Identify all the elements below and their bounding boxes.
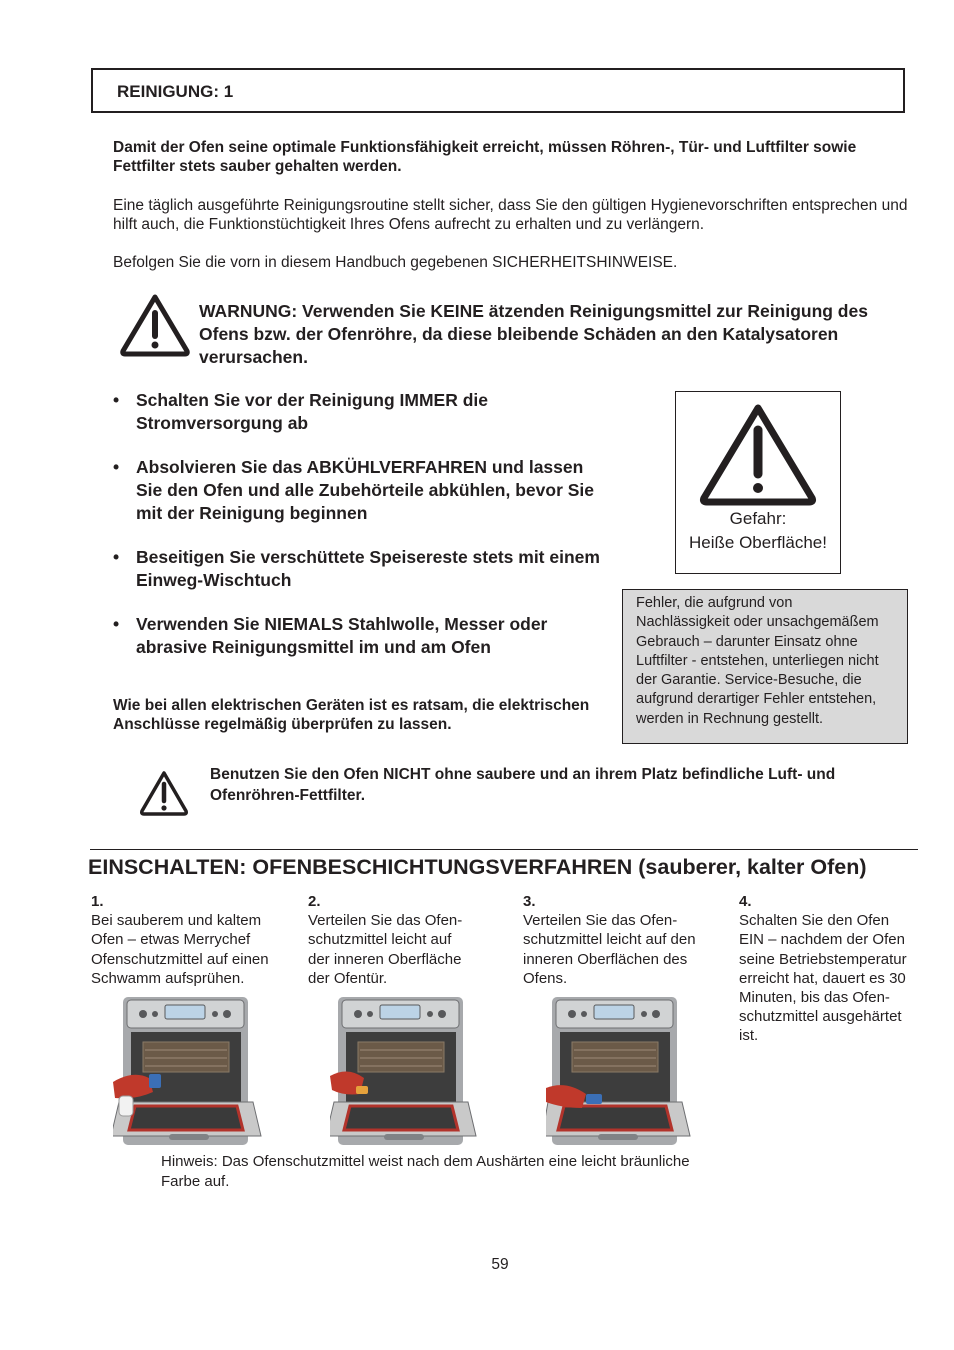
step-line: Ofenschutzmittel auf einen <box>91 950 269 968</box>
step-line: der inneren Oberfläche <box>308 950 462 968</box>
list-item: • Beseitigen Sie verschüttete Speisereste stets mit einem Einweg-Wischtuch <box>113 547 600 590</box>
hot-surface-label: Heiße Oberfläche! <box>689 533 827 552</box>
step-line: Minuten, bis das Ofen- <box>739 989 890 1007</box>
section-header-title: REINIGUNG: 1 <box>117 82 234 101</box>
step-line: Schwamm aufsprühen. <box>91 969 245 987</box>
step-3 <box>523 892 728 988</box>
step-2 <box>308 892 513 988</box>
hint-note <box>161 1152 761 1192</box>
hint-line: Farbe auf. <box>161 1173 230 1190</box>
danger-hot-surface-box <box>675 391 841 574</box>
filter-warning-text: Benutzen Sie den Ofen NICHT ohne saubere und an ihrem Platz befindliche Luft- und Ofenröhren-Fettfilter. <box>210 766 836 804</box>
cleaning-bullet-list <box>113 389 613 680</box>
list-item: • Schalten Sie vor der Reinigung IMMER die Stromversorgung ab <box>113 390 488 433</box>
page-number: 59 <box>491 1256 509 1273</box>
step-line: Verteilen Sie das Ofen- <box>308 912 463 930</box>
safety-reference: Befolgen Sie die vorn in diesem Handbuch gegebenen SICHERHEITSHINWEISE. <box>113 254 678 271</box>
guarantee-line: der Garantie. Service-Besuche, die <box>636 672 862 689</box>
bullet-symbol: • <box>113 457 120 477</box>
guarantee-line: Gebrauch – darunter Einsatz ohne <box>636 633 858 650</box>
warning-text: WARNUNG: Verwenden Sie KEINE ätzenden Reinigungsmittel zur Reinigung des Ofens bzw. der Ofenröhre, da diese bleibende Schäden an den Katalysatoren verursachen. <box>199 301 868 367</box>
guarantee-line: aufgrund derartiger Fehler entstehen, <box>636 691 877 708</box>
step-line: Ofens. <box>523 969 568 987</box>
step-number: 4. <box>739 893 752 910</box>
bullet-symbol: • <box>113 547 120 567</box>
step-line: ist. <box>739 1027 759 1045</box>
guarantee-note-box <box>622 589 908 744</box>
bullet-symbol: • <box>113 390 120 410</box>
oven-illustration-door <box>330 994 480 1146</box>
intro-bold-text: Damit der Ofen seine optimale Funktionsfähigkeit erreicht, müssen Röhren-, Tür- und Luftfilter sowie Fettfilter stets sauber gehalten werden. <box>113 139 857 175</box>
guarantee-line: Nachlässigkeit oder unsachgemäßem <box>636 614 879 631</box>
step-line: erreicht hat, dauert es 30 <box>739 969 906 987</box>
section-title: EINSCHALTEN: OFENBESCHICHTUNGSVERFAHREN (sauberer, kalter Ofen) <box>88 855 867 879</box>
step-line: schutzmittel leicht auf den <box>523 931 696 949</box>
warning-triangle-small-icon <box>139 769 189 817</box>
step-number: 2. <box>308 893 321 910</box>
guarantee-line: werden in Rechnung gestellt. <box>636 710 824 727</box>
danger-triangle-icon <box>698 402 818 508</box>
section-divider <box>90 849 918 850</box>
list-item: • Absolvieren Sie das ABKÜHLVERFAHREN und lassen Sie den Ofen und alle Zubehörteile abkühlen, bevor Sie mit der Reinigung beginnen <box>113 457 595 523</box>
oven-illustration-spray <box>113 994 263 1146</box>
step-line: Verteilen Sie das Ofen- <box>523 912 678 930</box>
step-number: 3. <box>523 893 536 910</box>
danger-label: Gefahr: <box>729 509 787 528</box>
intro-paragraph: Eine täglich ausgeführte Reinigungsroutine stellt sicher, dass Sie den gültigen Hygienevorschriften entsprechen und hilft auch, die Funktionstüchtigkeit Ihres Ofens aufrecht zu erhalten und zu verlängern. <box>113 197 908 233</box>
step-line: Bei sauberem und kaltem <box>91 912 262 930</box>
step-line: schutzmittel leicht auf <box>308 931 452 949</box>
warning-triangle-icon <box>119 292 191 358</box>
section-header-box <box>91 68 905 113</box>
step-line: inneren Oberflächen des <box>523 950 688 968</box>
step-4 <box>739 892 944 1046</box>
guarantee-line: Luftfilter - entstehen, unterliegen nicht <box>636 652 879 669</box>
step-line: EIN – nachdem der Ofen <box>739 931 905 949</box>
oven-illustration-cavity <box>546 994 696 1146</box>
step-line: Schalten Sie den Ofen <box>739 912 890 930</box>
list-item: • Verwenden Sie NIEMALS Stahlwolle, Messer oder abrasive Reinigungsmittel im und am Ofen <box>113 614 548 657</box>
step-line: der Ofentür. <box>308 969 388 987</box>
step-line: schutzmittel ausgehärtet <box>739 1008 902 1026</box>
electrical-note: Wie bei allen elektrischen Geräten ist es ratsam, die elektrischen Anschlüsse regelmäßig überprüfen zu lassen. <box>113 697 590 733</box>
bullet-symbol: • <box>113 614 120 634</box>
guarantee-line: Fehler, die aufgrund von <box>636 595 793 611</box>
step-line: seine Betriebstemperatur <box>739 950 907 968</box>
step-number: 1. <box>91 893 104 910</box>
step-1 <box>91 892 296 988</box>
hint-line: Hinweis: Das Ofenschutzmittel weist nach dem Aushärten eine leicht bräunliche <box>161 1153 690 1170</box>
step-line: Ofen – etwas Merrychef <box>91 931 251 949</box>
